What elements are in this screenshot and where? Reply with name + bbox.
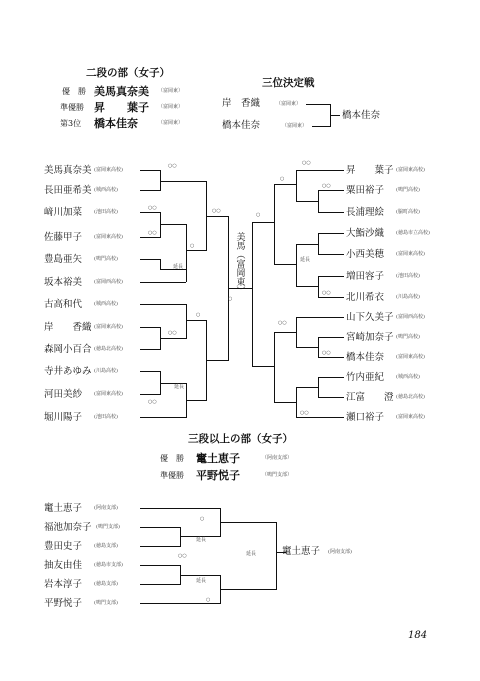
right-player-8: 山下久美子 [346, 312, 394, 323]
nidan-encho-left: 延長 [173, 264, 184, 270]
sandan-club-1: (阿南支部) [94, 505, 118, 511]
nidan-result-school-2: （富岡東） [158, 104, 184, 110]
third-p2-name: 橋本佳奈 [222, 120, 261, 131]
sandan-player-4: 抽友由佳 [44, 560, 83, 571]
right-player-11: 竹内亜紀 [346, 372, 385, 383]
nidan-result-name-3: 橋本佳奈 [94, 117, 138, 130]
third-place-title: 三位決定戦 [262, 77, 315, 89]
right-player-2: 粟田裕子 [346, 185, 385, 196]
sandan-encho-1: 延長 [196, 537, 207, 543]
right-school-10: (富岡東高校) [396, 354, 425, 360]
left-player-2: 長田亜希美 [44, 185, 92, 196]
right-school-13: (富岡東高校) [396, 414, 425, 420]
sandan-player-5: 岩本淳子 [44, 579, 83, 590]
sandan-club-5: (徳島支部) [94, 581, 118, 587]
left-player-9: 森岡小百合 [44, 344, 92, 355]
left-school-9: (徳島北高校) [94, 346, 123, 352]
right-school-7: (川島高校) [396, 294, 420, 300]
left-player-12: 堀川陽子 [44, 412, 83, 423]
right-player-10: 橋本佳奈 [346, 352, 385, 363]
left-school-2: (城西高校) [94, 187, 118, 193]
sandan-result-club-2: （鳴門支部） [262, 472, 293, 478]
nidan-rank-2: 準優勝 [60, 103, 84, 112]
sandan-encho-2: 延長 [246, 551, 257, 557]
left-school-7: (城西高校) [94, 301, 118, 307]
nidan-champion-vertical: 美馬（富岡東） [234, 232, 245, 295]
left-player-11: 河田美紗 [44, 389, 83, 400]
left-player-7: 古高和代 [44, 299, 83, 310]
left-player-6: 坂本裕美 [44, 277, 83, 288]
sandan-result-name-2: 平野悦子 [196, 469, 240, 482]
right-school-8: (富岡西高校) [396, 314, 425, 320]
right-player-6: 増田容子 [346, 271, 385, 282]
right-school-2: (鳴門高校) [396, 187, 420, 193]
left-player-5: 豊島亜矢 [44, 254, 83, 265]
right-player-13: 瀬口裕子 [346, 412, 385, 423]
right-player-1: 昇 葉子 [346, 165, 394, 176]
sandan-rank-1: 優 勝 [160, 454, 184, 463]
left-school-5: (鳴門高校) [94, 256, 118, 262]
left-player-3: 﨑川加菜 [44, 207, 83, 218]
nidan-rank-1: 優 勝 [62, 87, 86, 96]
sandan-player-1: 竃土恵子 [44, 503, 83, 514]
left-player-8: 岸 香織 [44, 322, 92, 333]
third-p1-school: （富岡東） [276, 101, 302, 107]
right-player-7: 北川希衣 [346, 292, 385, 303]
sandan-winner-club: (阿南支部) [328, 549, 352, 555]
nidan-title: 二段の部（女子） [86, 67, 170, 79]
left-school-1: (富岡東高校) [94, 167, 123, 173]
left-school-10: (川島高校) [94, 368, 118, 374]
sandan-player-6: 平野悦子 [44, 598, 83, 609]
sandan-rank-2: 準優勝 [160, 471, 184, 480]
nidan-encho-right: 延長 [300, 257, 311, 263]
left-school-3: (池田高校) [94, 209, 118, 215]
third-p2-school: （富岡東） [282, 123, 308, 129]
right-player-5: 小西美穂 [346, 249, 385, 260]
left-player-4: 佐藤甲子 [44, 232, 83, 243]
third-p1-name: 岸 香織 [222, 98, 261, 109]
right-player-12: 江富 澄 [346, 392, 394, 403]
right-school-9: (鳴門高校) [396, 334, 420, 340]
nidan-rank-3: 第3位 [60, 119, 82, 128]
nidan-result-school-3: （富岡東） [158, 120, 184, 126]
right-player-9: 宮崎加奈子 [346, 332, 394, 343]
right-school-1: (富岡東高校) [396, 167, 425, 173]
right-school-12: (徳島北高校) [396, 394, 425, 400]
left-school-6: (富岡西高校) [94, 279, 123, 285]
left-school-8: (富岡東高校) [94, 324, 123, 330]
right-player-4: 大鮨沙織 [346, 228, 385, 239]
nidan-encho-left2: 延長 [174, 384, 185, 390]
left-player-10: 寺井あゆみ [44, 366, 92, 377]
right-school-5: (富岡東高校) [396, 251, 425, 257]
sandan-player-3: 豊田史子 [44, 541, 83, 552]
nidan-result-name-2: 昇 葉子 [94, 101, 149, 114]
left-player-1: 美馬真奈美 [44, 165, 92, 176]
right-school-6: (池田高校) [396, 273, 420, 279]
sandan-title: 三段以上の部（女子） [188, 433, 293, 445]
sandan-club-6: (鳴門支部) [94, 600, 118, 606]
sandan-club-4: (徳島市支部) [94, 562, 123, 568]
left-school-4: (富岡東高校) [94, 234, 123, 240]
right-school-11: (城西高校) [396, 374, 420, 380]
left-school-12: (池田高校) [94, 414, 118, 420]
sandan-winner: 竃土恵子 [282, 546, 321, 557]
sandan-club-3: (徳島支部) [94, 543, 118, 549]
nidan-result-school-1: （富岡東） [158, 88, 184, 94]
right-school-4: (徳島市立高校) [396, 230, 430, 236]
nidan-result-name-1: 美馬真奈美 [94, 85, 149, 98]
left-school-11: (富岡東高校) [94, 391, 123, 397]
right-player-3: 長浦理絵 [346, 207, 385, 218]
sandan-encho-3: 延長 [196, 578, 207, 584]
sandan-club-2: (鳴門支部) [96, 524, 120, 530]
sandan-result-club-1: （阿南支部） [262, 455, 293, 461]
third-winner: 橋本佳奈 [342, 110, 381, 121]
page-number: 184 [408, 630, 428, 641]
sandan-player-2: 福池加奈子 [44, 522, 92, 533]
sandan-result-name-1: 竃土恵子 [196, 452, 240, 465]
right-school-3: (脇町高校) [396, 209, 420, 215]
